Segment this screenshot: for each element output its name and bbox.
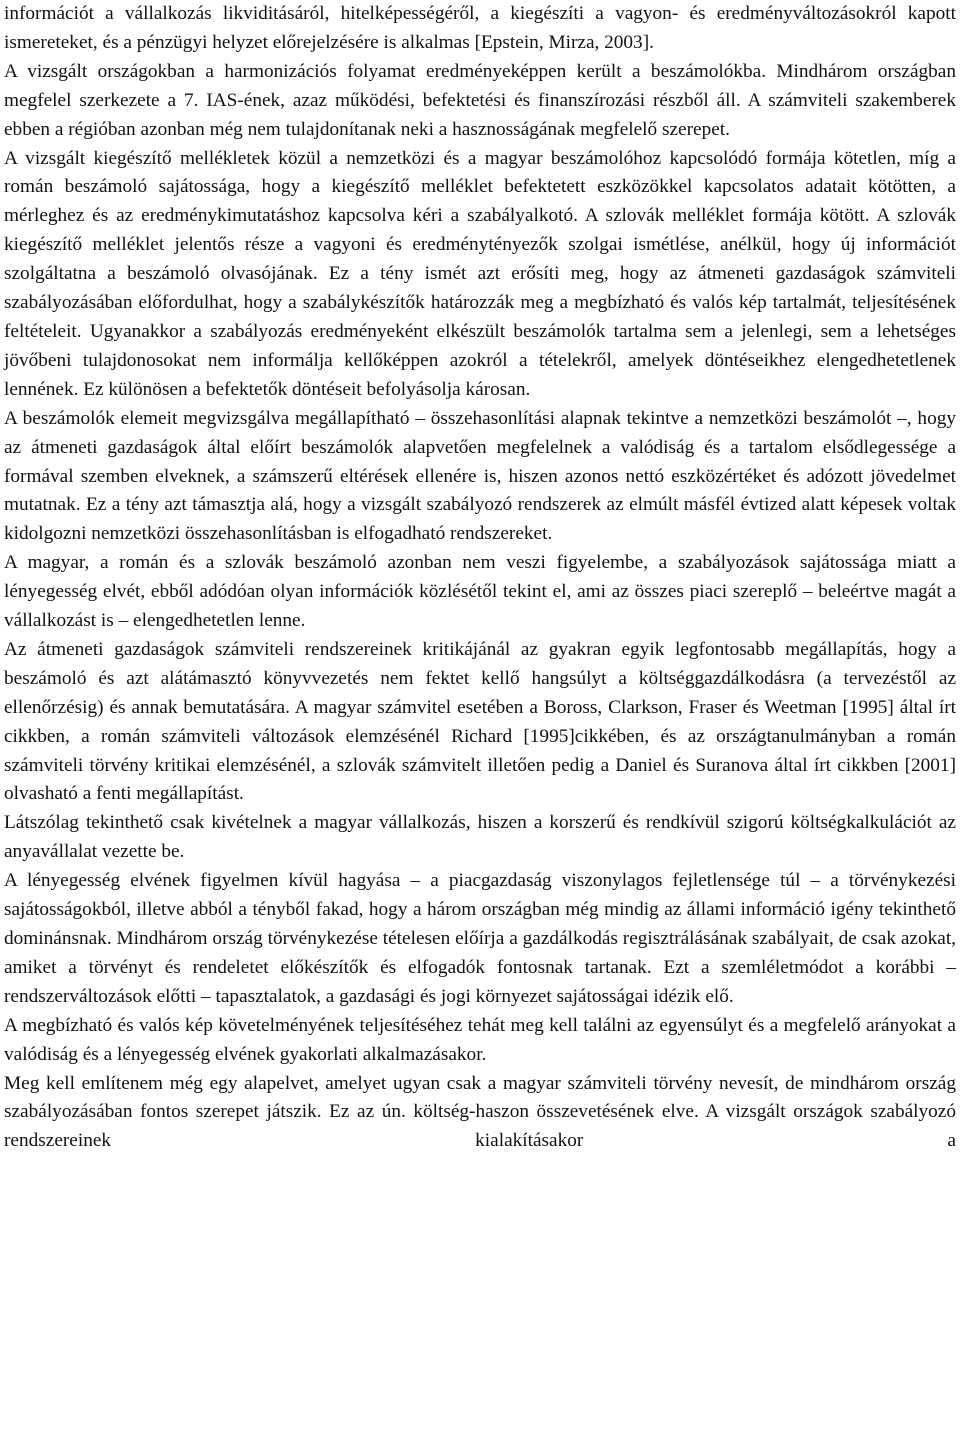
paragraph-4: A beszámolók elemeit megvizsgálva megállapítható – összehasonlítási alapnak tekintve a nemzetközi beszámolót –, hogy az átmeneti gazdaságok által előírt beszámolók alapvetően megfelelnek a valódiság és a tartalom elsődlegessége a formával szemben elveknek, a számszerű eltérések ellenére is, hiszen azonos nettó eszközértéket és adózott jövedelmet mutatnak. Ez a tény azt támasztja alá, hogy a vizsgált szabályozó rendszerek az elmúlt másfél évtized alatt képesek voltak kidolgozni nemzetközi összehasonlításban is elfogadható rendszereket. bbox=[4, 407, 956, 545]
paragraph-6: Az átmeneti gazdaságok számviteli rendszereinek kritikájánál az gyakran egyik legfontosabb megállapítás, hogy a beszámoló és azt alátámasztó könyvvezetés nem fektet kellő hangsúlyt a költséggazdálkodásra (a tervezéstől az ellenőrzésig) és annak bemutatására. A magyar számvitel esetében a Boross, Clarkson, Fraser és Weetman [1995] által írt cikkben, a román számviteli változások elemzésénél Richard [1995]cikkében, és az országtanulmányban a román számviteli törvény kritikai elemzésénél, a szlovák számvitelt illetően pedig a Daniel és Suranova által írt cikkben [2001] olvasható a fenti megállapítást. bbox=[4, 638, 956, 805]
paragraph-7: Látszólag tekinthető csak kivételnek a magyar vállalkozás, hiszen a korszerű és rendkívül szigorú költségkalkulációt az anyavállalat vezette be. bbox=[4, 812, 956, 863]
paragraph-8: A lényegesség elvének figyelmen kívül hagyása – a piacgazdaság viszonylagos fejletlensége túl – a törvénykezési sajátosságokból, illetve abból a tényből fakad, hogy a három országban még mindig az állami információ igény tekinthető dominánsnak. Mindhárom ország törvénykezése tételesen előírja a gazdálkodás regisztrálásának szabályait, de csak azokat, amiket a törvényt és rendeletet előkészítők és elfogadók fontosnak tartanak. Ezt a szemléletmódot a korábbi – rendszerváltozások előtti – tapasztalatok, a gazdasági és jogi környezet sajátosságai idézik elő. bbox=[4, 870, 956, 1007]
paragraph-9: A megbízható és valós kép követelményének teljesítéséhez tehát meg kell találni az egyensúlyt és a megfelelő arányokat a valódiság és a lényegesség elvének gyakorlati alkalmazásakor. bbox=[4, 1014, 956, 1065]
paragraph-3: A vizsgált kiegészítő mellékletek közül a nemzetközi és a magyar beszámolóhoz kapcsolódó formája kötetlen, míg a román beszámoló sajátossága, hogy a kiegészítő melléklet befektetett eszközökkel kapcsolatos adatait kötötten, a mérleghez és az eredménykimutatáshoz kapcsolva kéri a szabályalkotó. A szlovák melléklet formája kötött. A szlovák kiegészítő melléklet jelentős része a vagyoni és eredménytényezők szolgai ismétlése, anélkül, hogy új információt szolgáltatna a beszámoló olvasójának. Ez a tény ismét azt erősíti meg, hogy az átmeneti gazdaságok számviteli szabályozásában előfordulhat, hogy a szabálykészítők határozzák meg a megbízható és valós kép tartalmát, teljesítésének feltételeit. Ugyanakkor a szabályozás eredményeként elkészült beszámolók tartalma sem a jelenlegi, sem a lehetséges jövőbeni tulajdonosokat nem informálja kellőképpen azokról a tételekről, amelyek döntéseikhez elengedhetetlenek lennének. Ez különösen a befektetők döntéseit befolyásolja károsan. bbox=[4, 147, 956, 400]
paragraph-10: Meg kell említenem még egy alapelvet, amelyet ugyan csak a magyar számviteli törvény nevesít, de mindhárom ország szabályozásában fontos szerepet játszik. Ez az ún. költség-haszon összevetésének elve. A vizsgált országok szabályozó rendszereinek kialakításakor a bbox=[4, 1072, 956, 1152]
paragraph-1: információt a vállalkozás likviditásáról, hitelképességéről, a kiegészíti a vagyon- és eredményváltozásokról kapott ismereteket, és a pénzügyi helyzet előrejelzésére is alkalmas [Epstein, Mirza, 2003]. bbox=[4, 3, 956, 53]
paragraph-2: A vizsgált országokban a harmonizációs folyamat eredményeképpen került a beszámolókba. Mindhárom országban megfelel szerkezete a 7. IAS-ének, azaz működési, befektetési és finanszírozási részből áll. A számviteli szakemberek ebben a régióban azonban még nem tulajdonítanak neki a hasznosságának megfelelő szerepet. bbox=[4, 60, 956, 140]
paragraph-5: A magyar, a román és a szlovák beszámoló azonban nem veszi figyelembe, a szabályozások sajátossága miatt a lényegesség elvét, ebből adódóan olyan információk közlésétől tekint el, ami az összes piaci szereplő – beleértve magát a vállalkozást is – elengedhetetlen lenne. bbox=[4, 552, 956, 632]
